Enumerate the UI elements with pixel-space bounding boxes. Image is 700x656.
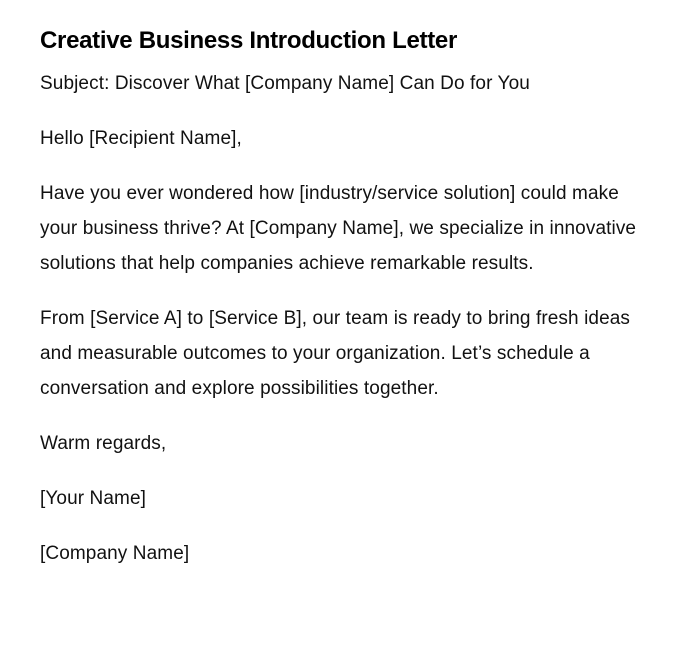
- document-title: Creative Business Introduction Letter: [40, 27, 457, 54]
- subject-line: Subject: Discover What [Company Name] Can Do for You: [40, 73, 530, 94]
- closing: Warm regards,: [40, 433, 167, 454]
- signature-name: [Your Name]: [40, 488, 147, 509]
- body-paragraph-1: Have you ever wondered how [industry/service solution] could make your business thrive? At [Company Name], we specialize in innovative solutions that help companies achieve remarkable results.: [40, 183, 637, 274]
- greeting: Hello [Recipient Name],: [40, 128, 242, 149]
- signature-company: [Company Name]: [40, 543, 190, 564]
- body-paragraph-2: From [Service A] to [Service B], our team is ready to bring fresh ideas and measurable outcomes to your organization. Let’s schedule a conversation and explore possibilities together.: [40, 308, 631, 399]
